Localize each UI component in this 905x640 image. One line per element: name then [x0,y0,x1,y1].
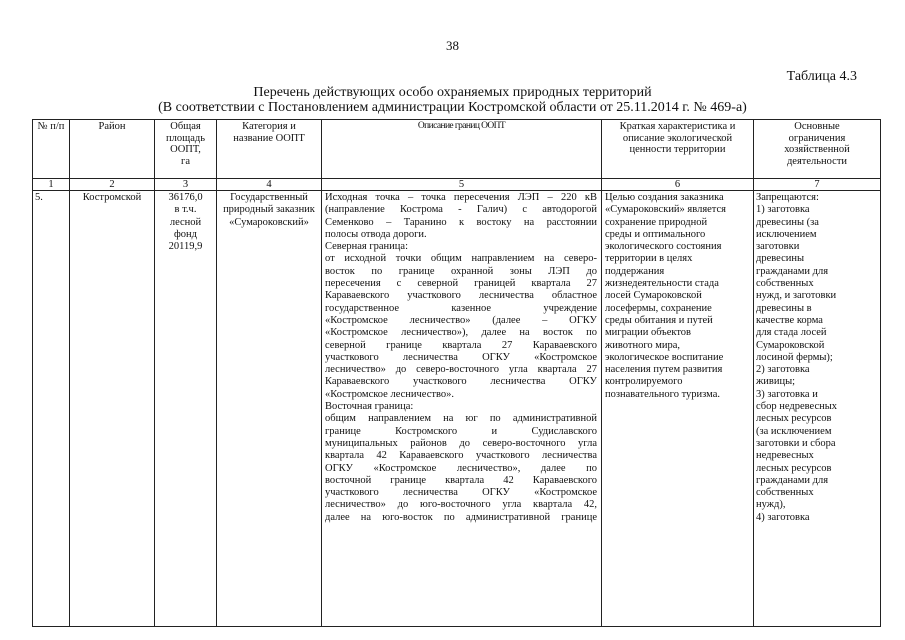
cell-line: Основные [794,121,840,132]
cell-line: экологическое воспитание [605,351,724,363]
cell-line: лесных ресурсов [756,462,832,474]
header-area [155,120,217,179]
cell-line: контролируемого [605,376,683,388]
cell-line: лесных ресурсов [756,413,832,425]
table-title [0,85,905,115]
cell-line: «Сумароковский» [229,216,309,228]
title-line-1: Перечень действующих особо охраняемых природных территорий [253,85,652,100]
cell-line: от исходной точки общим направлением на северо- [325,253,597,265]
cell-line: ценности территории [629,144,726,155]
cell-line: деятельности [786,155,848,167]
cell-line: для стада лосей [756,327,827,339]
row-boundary-description [322,191,602,627]
cell-line: ООПТ, [170,144,201,155]
cell-line: хозяйственной [784,144,850,155]
header-description: Описание границ ООПТ [322,120,602,179]
cell-line: 2) заготовка [756,364,810,376]
cell-line: лосиной фермы); [756,351,833,363]
cell-line: Краткая характеристика и [619,121,736,132]
colnum-4: 4 [217,179,322,191]
row-number: 5. [33,191,70,627]
cell-line: 4) заготовка [756,511,810,523]
cell-line: «Костромское лесничество» (далее – ОГКУ [325,314,597,326]
colnum-3: 3 [155,179,217,191]
cell-line: восточной границе квартала 42 Караваевского [325,474,597,486]
cell-line: недревесных [756,450,814,462]
table-row [33,191,881,627]
cell-line: древесины (за [756,216,819,228]
cell-line: сбор недревесных [756,401,838,413]
cell-line: древесины [756,253,805,265]
cell-line: восток по границе охранной зоны ЛЭП до [325,265,597,277]
page-number: 38 [446,38,459,53]
header-num: № п/п [33,120,70,179]
cell-line: 36176,0 [168,192,203,203]
row-area [155,191,217,627]
cell-line: собственных [756,487,814,499]
colnum-5: 5 [322,179,602,191]
cell-line: фонд [173,228,197,240]
cell-line: лесничество» до северо-восточного угла квартала 27 [325,364,597,376]
cell-line: исключением [756,228,817,240]
colnum-2: 2 [70,179,155,191]
cell-line: Исходная точка – точка пересечения ЛЭП – 220 кВ [325,192,597,203]
cell-line: экологического состояния [605,241,722,253]
cell-line: древесины в [756,302,812,314]
cell-line: название ООПТ [233,132,305,144]
cell-line: среды обитания и путей [605,314,713,326]
cell-line: лосефермы, сохранение [605,302,712,314]
cell-line: территории в целях [605,253,693,265]
cell-line: «Костромское лесничество». [325,388,454,400]
cell-line: площадь [166,132,205,144]
cell-line: 3) заготовка и [756,388,818,400]
cell-line: Караваевского участкового лесничества ОГКУ [325,376,597,388]
cell-line: населения путем развития [605,364,723,376]
cell-line: ограничения [788,132,846,144]
cell-line: муниципальных районов до северо-восточного угла [325,437,597,449]
cell-line: собственных [756,278,814,290]
cell-line: в т.ч. [174,204,197,216]
header-category [217,120,322,179]
title-line-2: (В соответствии с Постановлением администрации Костромской области от 25.11.2014 г. № 469-а) [158,100,747,115]
cell-line: миграции объектов [605,327,692,339]
cell-line: «Костромское лесничество»), далее на восток по [325,327,597,339]
row-district: Костромской [70,191,155,627]
cell-line: Северная граница: [325,241,408,253]
cell-line: Караваевского участкового лесничества областное [325,290,597,302]
cell-line: 20119,9 [168,241,203,253]
cell-line: поддержания [605,265,665,277]
row-restrictions [754,191,881,627]
cell-line: 1) заготовка [756,204,810,216]
cell-line: далее на юго-восток по административной границе [325,511,597,523]
cell-line: Целью создания заказника [605,192,724,203]
header-restrictions [754,120,881,179]
cell-line: заготовки и сбора [756,437,836,449]
cell-line: заготовки [756,241,800,253]
cell-line: северной границе квартала 27 Караваевского [325,339,597,351]
cell-line: пересечения с северной границей квартала 27 [325,278,597,290]
cell-line: Категория и [242,121,296,132]
cell-line: качестве корма [756,314,823,326]
column-number-row [33,179,881,191]
table-label: Таблица 4.3 [786,69,857,84]
cell-line: государственное казенное учреждение [325,302,597,314]
cell-line: участкового лесничества ОГКУ «Костромское [325,351,597,363]
cell-line: природный заказник [223,204,315,216]
cell-line: нужд, и заготовки [756,290,837,302]
oopt-table [32,119,881,627]
cell-line: лесной [169,216,202,228]
cell-line: (за исключением [756,425,832,437]
cell-line: описание экологической [622,132,733,144]
cell-line: лосей Сумароковской [605,290,702,302]
colnum-7: 7 [754,179,881,191]
cell-line: Общая [170,121,201,132]
cell-line: живицы; [756,376,796,388]
cell-line: Государственный [230,192,308,203]
cell-line: га [181,155,190,167]
cell-line: (направление Кострома - Галич) с автодорогой [325,204,597,216]
colnum-6: 6 [602,179,754,191]
cell-line: Семенково – Таранино к востоку на расстоянии [325,216,597,228]
cell-line: ОГКУ «Костромское лесничество», далее по [325,462,597,474]
cell-line: общим направлением на юг по административной [325,413,597,425]
cell-line: Восточная граница: [325,401,414,413]
header-district: Район [70,120,155,179]
row-category [217,191,322,627]
header-row [33,120,881,179]
cell-line: Сумароковской [756,339,825,351]
cell-line: жизнедеятельности стада [605,278,719,290]
cell-line: среды и оптимального [605,228,706,240]
cell-line: квартала 42 Караваевского участкового лесничества [325,450,597,462]
cell-line: гражданами для [756,474,829,486]
cell-line: познавательного туризма. [605,388,720,400]
colnum-1: 1 [33,179,70,191]
cell-line: лесничество» до юго-восточного угла квартала 42, [325,499,597,511]
cell-line: гражданами для [756,265,829,277]
cell-line: сохранение природной [605,216,708,228]
cell-line: границе Костромского и Судиславского [325,425,597,437]
cell-line: участкового лесничества ОГКУ «Костромское [325,487,597,499]
cell-line: нужд), [756,499,786,511]
cell-line: полосы отвода дороги. [325,228,427,240]
cell-line: «Сумароковский» является [605,204,727,216]
cell-line: Запрещаются: [756,192,819,203]
cell-line: животного мира, [605,339,681,351]
header-characteristic [602,120,754,179]
row-characteristic [602,191,754,627]
